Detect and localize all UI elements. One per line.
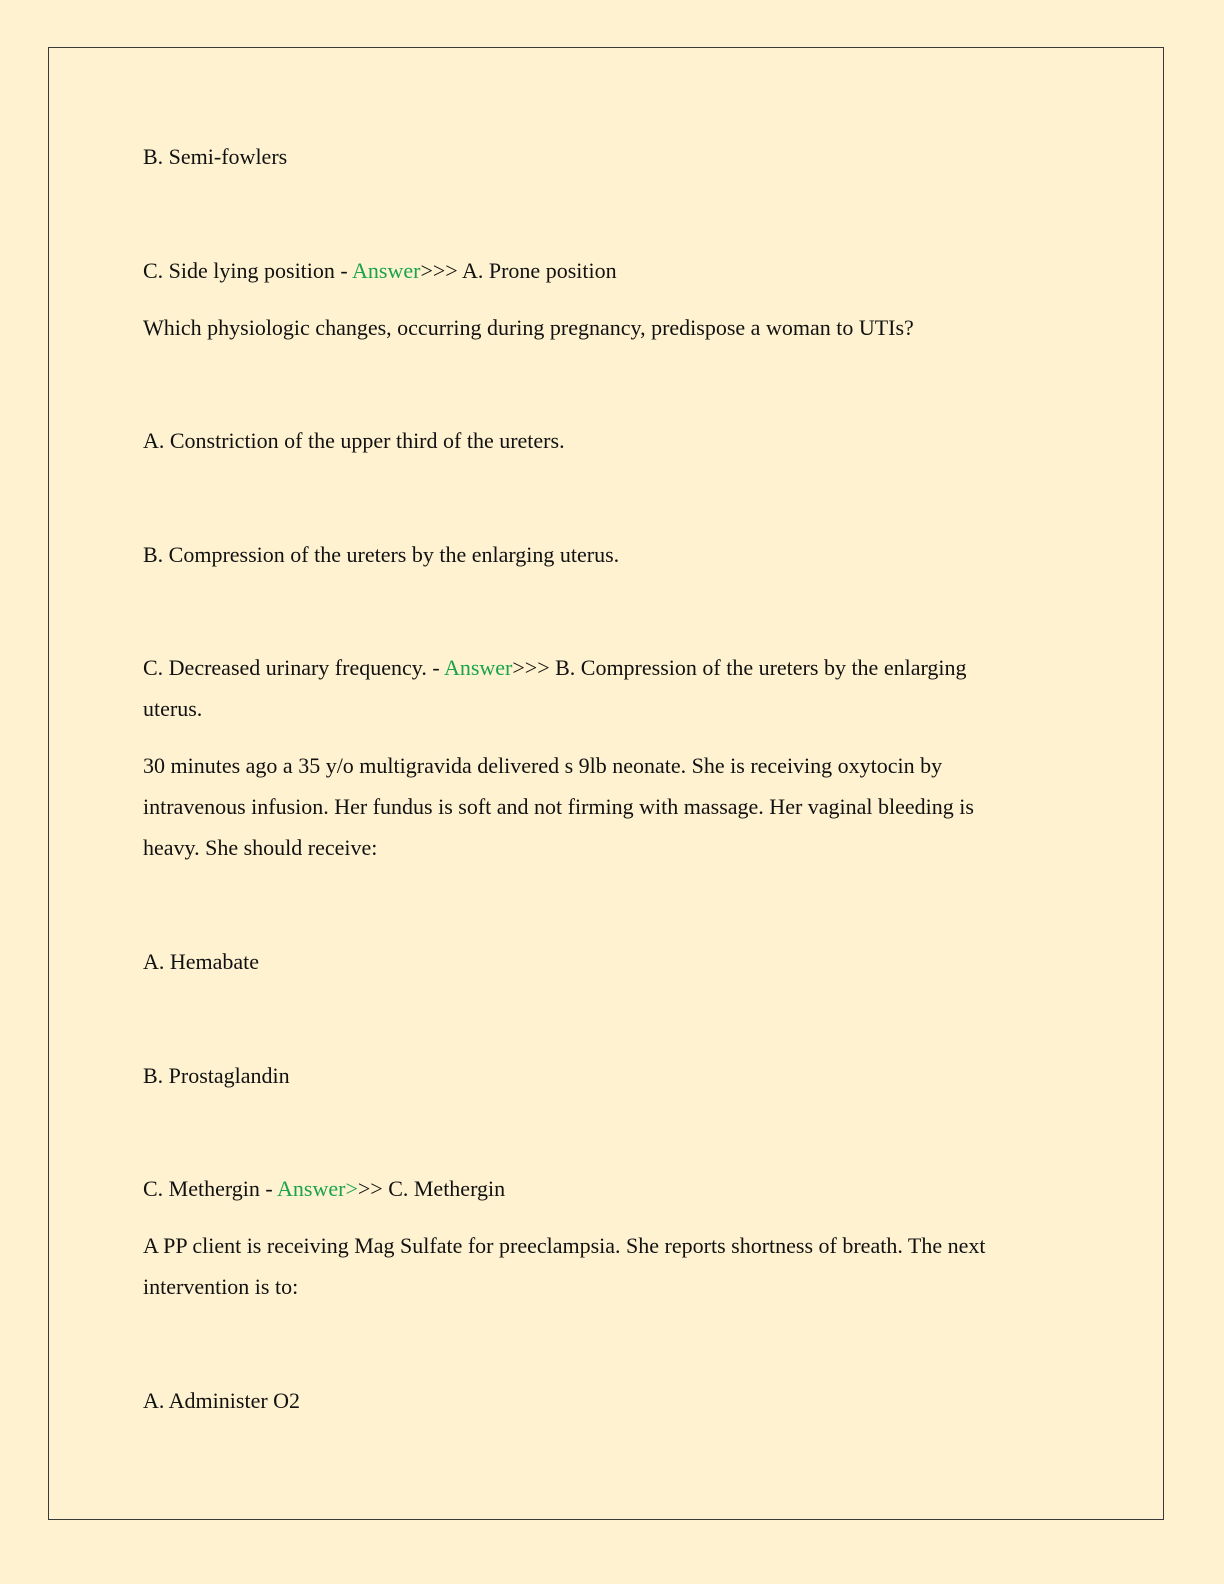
q2-option-b: B. Compression of the ureters by the enlarging uterus. <box>143 542 620 567</box>
q2-answer-text-cont: uterus. <box>143 696 203 721</box>
q1-answer-text: >>> A. Prone position <box>420 258 617 283</box>
q2-option-c: C. Decreased urinary frequency. - <box>143 655 444 680</box>
q1-option-c-answer <box>143 250 617 291</box>
q2-option-a: A. Constriction of the upper third of the ureters. <box>143 428 565 453</box>
q3-question-line-1: 30 minutes ago a 35 y/o multigravida delivered s 9lb neonate. She is receiving oxytocin by <box>143 753 943 778</box>
q4-option-a: A. Administer O2 <box>143 1388 301 1413</box>
q2-answer-text: >>> B. Compression of the ureters by the enlarging <box>512 655 967 680</box>
q3-question-line-3: heavy. She should receive: <box>143 835 378 860</box>
q3-question-line-2: intravenous infusion. Her fundus is soft and not firming with massage. Her vaginal bleeding is <box>143 794 974 819</box>
answer-label: Answer> <box>277 1176 358 1201</box>
q1-option-c: C. Side lying position - <box>143 258 353 283</box>
q3-answer-text: >> C. Methergin <box>357 1176 506 1201</box>
q3-option-c: C. Methergin - <box>143 1176 278 1201</box>
q4-question-line-2: intervention is to: <box>143 1274 299 1299</box>
q3-option-b: B. Prostaglandin <box>143 1063 290 1088</box>
q3-option-a: A. Hemabate <box>143 949 260 974</box>
q2-question: Which physiologic changes, occurring during pregnancy, predispose a woman to UTIs? <box>143 315 914 340</box>
q3-option-c-answer <box>143 1168 505 1209</box>
q2-option-c-answer <box>143 647 967 688</box>
answer-label: Answer <box>443 655 513 680</box>
q1-option-b: B. Semi-fowlers <box>143 144 288 169</box>
answer-label: Answer <box>352 258 421 283</box>
q4-question-line-1: A PP client is receiving Mag Sulfate for preeclampsia. She reports shortness of breath. The next <box>143 1233 986 1258</box>
